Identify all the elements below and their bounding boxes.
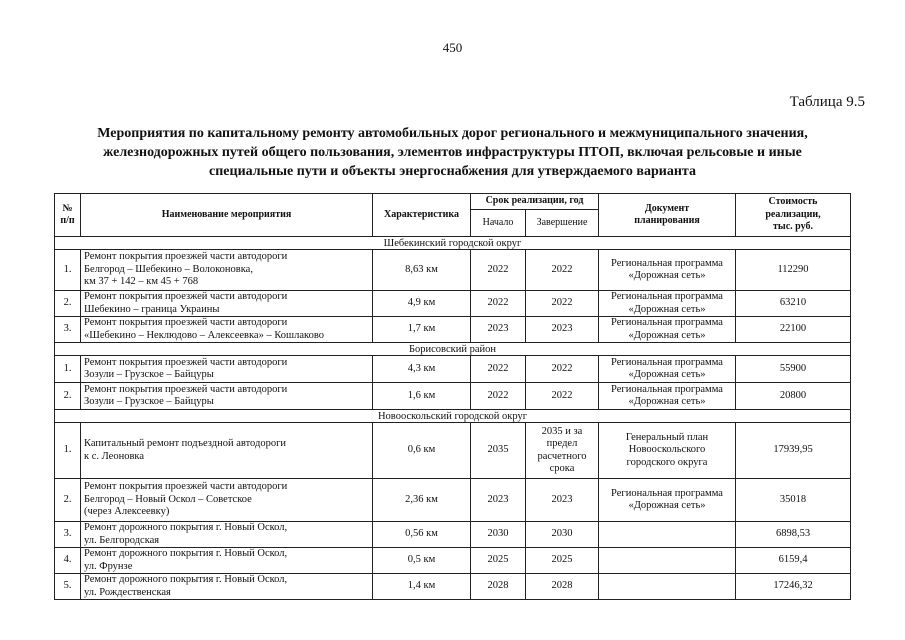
row-number: 2. — [55, 291, 81, 317]
group-row — [55, 343, 851, 356]
planning-document — [599, 250, 736, 291]
row-number: 3. — [55, 317, 81, 343]
measure-name-lines: Ремонт покрытия проезжей части автодороги Зозули – Грузское – Байцуры — [84, 383, 288, 407]
planning-document — [599, 383, 736, 410]
end-year — [526, 383, 599, 410]
measure-name — [81, 383, 373, 410]
end-year — [526, 548, 599, 574]
characteristic: 0,56 км — [373, 522, 471, 548]
table-row — [55, 548, 851, 574]
table-title — [40, 124, 865, 181]
measure-name — [81, 479, 373, 522]
end-year-lines: 2022 — [551, 362, 573, 374]
characteristic: 0,6 км — [373, 423, 471, 479]
planning-document-lines: Региональная программа «Дорожная сеть» — [611, 317, 723, 341]
characteristic: 4,3 км — [373, 356, 471, 383]
row-number: 2. — [55, 383, 81, 410]
end-year-lines: 2023 — [551, 323, 573, 335]
measure-name — [81, 548, 373, 574]
end-year — [526, 291, 599, 317]
characteristic: 1,4 км — [373, 574, 471, 600]
measures-table — [54, 193, 851, 600]
start-year: 2022 — [471, 250, 526, 291]
row-number: 1. — [55, 423, 81, 479]
table-row — [55, 574, 851, 600]
end-year-lines: 2022 — [551, 297, 573, 309]
group-name: Новооскольский городской округ — [55, 410, 851, 423]
end-year-lines: 2022 — [551, 263, 573, 275]
row-number: 1. — [55, 356, 81, 383]
planning-document-lines: Региональная программа «Дорожная сеть» — [611, 257, 723, 281]
group-name: Борисовский район — [55, 343, 851, 356]
characteristic: 1,7 км — [373, 317, 471, 343]
start-year: 2028 — [471, 574, 526, 600]
start-year: 2023 — [471, 317, 526, 343]
start-year: 2023 — [471, 479, 526, 522]
end-year — [526, 574, 599, 600]
header-characteristic: Характеристика — [373, 194, 471, 237]
end-year — [526, 522, 599, 548]
measure-name — [81, 574, 373, 600]
start-year: 2022 — [471, 383, 526, 410]
cost: 35018 — [736, 479, 851, 522]
header-name: Наименование мероприятия — [81, 194, 373, 237]
cost: 6898,53 — [736, 522, 851, 548]
measure-name-lines: Ремонт дорожного покрытия г. Новый Оскол, ул. Фрунзе — [84, 548, 288, 572]
planning-document-lines: Региональная программа «Дорожная сеть» — [611, 356, 723, 380]
end-year-lines: 2028 — [551, 580, 573, 592]
planning-document — [599, 479, 736, 522]
measure-name — [81, 356, 373, 383]
table-row — [55, 479, 851, 522]
characteristic: 4,9 км — [373, 291, 471, 317]
end-year — [526, 356, 599, 383]
end-year — [526, 479, 599, 522]
header-document: Документ планирования — [599, 194, 736, 237]
row-number: 4. — [55, 548, 81, 574]
characteristic: 1,6 км — [373, 383, 471, 410]
header-cost: Стоимость реализации, тыс. руб. — [736, 194, 851, 237]
row-number: 2. — [55, 479, 81, 522]
cost: 63210 — [736, 291, 851, 317]
planning-document-lines: Региональная программа «Дорожная сеть» — [611, 487, 723, 511]
planning-document — [599, 423, 736, 479]
end-year — [526, 250, 599, 291]
cost: 22100 — [736, 317, 851, 343]
start-year: 2022 — [471, 291, 526, 317]
planning-document — [599, 522, 736, 548]
page-number: 450 — [442, 40, 463, 55]
measure-name-lines: Ремонт покрытия проезжей части автодороги «Шебекино – Неклюдово – Алексеевка» – Кошлаково — [84, 317, 324, 341]
measure-name — [81, 522, 373, 548]
table-row — [55, 383, 851, 410]
title-line-1: Мероприятия по капитальному ремонту автомобильных дорог регионального и межмуниципального значения, — [97, 126, 808, 141]
measure-name — [81, 291, 373, 317]
measure-name — [81, 317, 373, 343]
title-line-2: железнодорожных путей общего пользования, элементов инфраструктуры ПТОП, включая рельсовые и иные — [103, 145, 802, 160]
cost: 20800 — [736, 383, 851, 410]
measure-name-lines: Ремонт покрытия проезжей части автодороги Шебекино – граница Украины — [84, 291, 288, 315]
measure-name-lines: Ремонт покрытия проезжей части автодороги Белгород – Шебекино – Волоконовка, км 37 + 142 – км 45 + 768 — [84, 251, 288, 288]
measure-name-lines: Ремонт дорожного покрытия г. Новый Оскол, ул. Белгородская — [84, 522, 288, 546]
table-row — [55, 250, 851, 291]
start-year: 2035 — [471, 423, 526, 479]
table-row — [55, 423, 851, 479]
end-year — [526, 423, 599, 479]
title-line-3: специальные пути и объекты энергоснабжения для утверждаемого варианта — [209, 164, 696, 179]
measure-name — [81, 250, 373, 291]
header-end: Завершение — [526, 210, 599, 237]
measure-name-lines: Ремонт дорожного покрытия г. Новый Оскол, ул. Рождественская — [84, 574, 288, 598]
measure-name — [81, 423, 373, 479]
end-year-lines: 2025 — [551, 554, 573, 566]
cost: 55900 — [736, 356, 851, 383]
start-year: 2030 — [471, 522, 526, 548]
end-year-lines: 2035 и за предел расчетного срока — [537, 425, 587, 474]
characteristic: 2,36 км — [373, 479, 471, 522]
planning-document-lines: Генеральный план Новооскольского городского округа — [625, 431, 709, 468]
row-number: 3. — [55, 522, 81, 548]
characteristic: 0,5 км — [373, 548, 471, 574]
planning-document-lines: Региональная программа «Дорожная сеть» — [611, 383, 723, 407]
planning-document — [599, 356, 736, 383]
group-row — [55, 410, 851, 423]
table-body — [55, 237, 851, 600]
measure-name-lines: Капитальный ремонт подъездной автодороги к с. Леоновка — [84, 438, 286, 462]
planning-document — [599, 574, 736, 600]
characteristic: 8,63 км — [373, 250, 471, 291]
measure-name-lines: Ремонт покрытия проезжей части автодороги Белгород – Новый Оскол – Советское (через Алексеевку) — [84, 481, 288, 518]
start-year: 2022 — [471, 356, 526, 383]
planning-document — [599, 317, 736, 343]
cost: 17246,32 — [736, 574, 851, 600]
table-row — [55, 356, 851, 383]
table-row — [55, 291, 851, 317]
end-year-lines: 2030 — [551, 528, 573, 540]
end-year-lines: 2022 — [551, 389, 573, 401]
planning-document — [599, 548, 736, 574]
planning-document-lines: Региональная программа «Дорожная сеть» — [611, 291, 723, 315]
end-year — [526, 317, 599, 343]
row-number: 1. — [55, 250, 81, 291]
measure-name-lines: Ремонт покрытия проезжей части автодороги Зозули – Грузское – Байцуры — [84, 356, 288, 380]
cost: 6159,4 — [736, 548, 851, 574]
start-year: 2025 — [471, 548, 526, 574]
cost: 112290 — [736, 250, 851, 291]
header-start: Начало — [471, 210, 526, 237]
header-num: № п/п — [55, 194, 81, 237]
end-year-lines: 2023 — [551, 493, 573, 505]
group-row — [55, 237, 851, 250]
table-label: Таблица 9.5 — [789, 94, 865, 110]
table-row — [55, 317, 851, 343]
group-name: Шебекинский городской округ — [55, 237, 851, 250]
cost: 17939,95 — [736, 423, 851, 479]
planning-document — [599, 291, 736, 317]
row-number: 5. — [55, 574, 81, 600]
header-period: Срок реализации, год — [471, 194, 599, 210]
table-row — [55, 522, 851, 548]
